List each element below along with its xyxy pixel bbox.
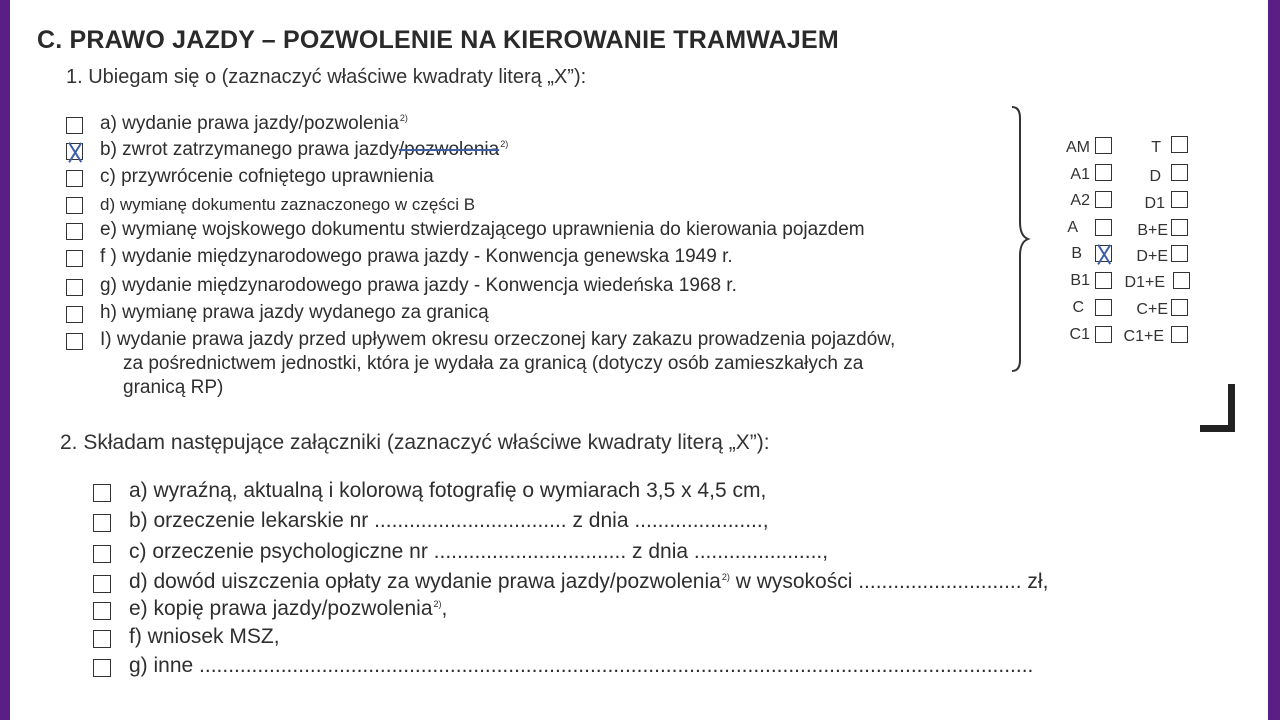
checkbox-category-de[interactable] — [1171, 245, 1188, 262]
category-label-b1: B1 — [1070, 272, 1090, 289]
section-title: C. PRAWO JAZDY – POZWOLENIE NA KIEROWANIE TRAMWAJEM — [37, 26, 839, 54]
q2-item-b: b) orzeczenie lekarskie nr ................................. z dnia ......................, — [129, 509, 769, 532]
checkbox-q1-a[interactable] — [66, 117, 83, 134]
checkbox-category-t[interactable] — [1171, 136, 1188, 153]
checkbox-q2-e[interactable] — [93, 602, 111, 620]
category-label-c: C — [1072, 299, 1084, 316]
checkbox-category-c1[interactable] — [1095, 326, 1112, 343]
q2-item-c: c) orzeczenie psychologiczne nr ................................. z dnia ......................, — [129, 540, 829, 563]
q1-item-d: d) wymianę dokumentu zaznaczonego w części B — [100, 195, 476, 214]
category-label-a2: A2 — [1070, 192, 1090, 209]
checkbox-q2-c[interactable] — [93, 545, 111, 563]
checkbox-q2-g[interactable] — [93, 659, 111, 677]
checkbox-q1-e[interactable] — [66, 223, 83, 240]
q1-item-b: b) zwrot zatrzymanego prawa jazdy/pozwolenia$^{2)}$ — [100, 139, 509, 160]
checkbox-q1-g[interactable] — [66, 279, 83, 296]
category-label-a: A — [1067, 219, 1078, 236]
checkbox-category-ce[interactable] — [1171, 299, 1188, 316]
checkbox-q2-b[interactable] — [93, 514, 111, 532]
q1-item-g: g) wydanie międzynarodowego prawa jazdy - Konwencja wiedeńska 1968 r. — [100, 275, 737, 296]
q2-item-d: d) dowód uiszczenia opłaty za wydanie prawa jazdy/pozwolenia$^{2)}$ w wysokości ............................ zł, — [129, 570, 1049, 593]
checkbox-q2-a[interactable] — [93, 484, 111, 502]
q1-item-i-line2: za pośrednictwem jednostki, która je wydała za granicą (dotyczy osób zamieszkałych za — [123, 353, 864, 374]
checkbox-q1-i[interactable] — [66, 333, 83, 350]
category-label-a1: A1 — [1070, 166, 1090, 183]
form-page — [10, 0, 1268, 720]
checkbox-q2-d[interactable] — [93, 575, 111, 593]
question-2-label: 2. Składam następujące załączniki (zaznaczyć właściwe kwadraty literą „X”): — [60, 431, 770, 454]
curly-brace — [1008, 104, 1032, 374]
q1-item-h: h) wymianę prawa jazdy wydanego za granicą — [100, 302, 489, 323]
checkbox-category-d1e[interactable] — [1173, 272, 1190, 289]
category-label-c1: C1 — [1069, 326, 1090, 343]
checkbox-q1-h[interactable] — [66, 306, 83, 323]
q2-item-g: g) inne ............................................................................................................................................... — [129, 654, 1034, 677]
category-label-d1: D1 — [1144, 195, 1165, 212]
q1-item-i: I) wydanie prawa jazdy przed upływem okresu orzeczonej kary zakazu prowadzenia pojazdów, — [100, 329, 896, 350]
category-label-d1e: D1+E — [1124, 274, 1165, 291]
checkbox-category-be[interactable] — [1171, 219, 1188, 236]
category-label-be: B+E — [1137, 222, 1168, 239]
checkbox-q1-d[interactable] — [66, 197, 83, 214]
q1-item-i-line3: granicą RP) — [123, 377, 224, 398]
category-label-b: B — [1071, 245, 1082, 262]
q2-item-a: a) wyraźną, aktualną i kolorową fotografię o wymiarach 3,5 x 4,5 cm, — [129, 479, 767, 502]
checkbox-q1-c[interactable] — [66, 170, 83, 187]
checkbox-category-d1[interactable] — [1171, 191, 1188, 208]
checkbox-category-c1e[interactable] — [1171, 326, 1188, 343]
checkbox-q2-f[interactable] — [93, 630, 111, 648]
corner-mark-horizontal — [1200, 425, 1235, 432]
q1-item-e: e) wymianę wojskowego dokumentu stwierdzającego uprawnienia do kierowania pojazdem — [100, 219, 865, 240]
checkbox-category-d[interactable] — [1171, 164, 1188, 181]
checkbox-category-b1[interactable] — [1095, 272, 1112, 289]
category-label-am: AM — [1066, 139, 1090, 156]
checkbox-category-b[interactable] — [1095, 245, 1112, 262]
category-label-ce: C+E — [1136, 301, 1168, 318]
category-label-t: T — [1151, 139, 1161, 156]
category-label-de: D+E — [1136, 248, 1168, 265]
checkbox-category-am[interactable] — [1095, 137, 1112, 154]
category-label-d: D — [1149, 168, 1161, 185]
q1-item-f: f ) wydanie międzynarodowego prawa jazdy - Konwencja genewska 1949 r. — [100, 246, 733, 267]
q2-item-e: e) kopię prawa jazdy/pozwolenia$^{2)}$, — [129, 597, 448, 620]
checkbox-category-a2[interactable] — [1095, 191, 1112, 208]
question-1-label: 1. Ubiegam się o (zaznaczyć właściwe kwadraty literą „X”): — [66, 66, 587, 88]
checkbox-category-c[interactable] — [1095, 299, 1112, 316]
category-label-c1e: C1+E — [1123, 328, 1164, 345]
q1-item-c: c) przywrócenie cofniętego uprawnienia — [100, 166, 434, 187]
q2-item-f: f) wniosek MSZ, — [129, 625, 280, 648]
checkbox-q1-b[interactable] — [66, 143, 83, 160]
checkbox-category-a[interactable] — [1095, 219, 1112, 236]
checkbox-q1-f[interactable] — [66, 250, 83, 267]
q1-item-a: a) wydanie prawa jazdy/pozwolenia$^{2)}$ — [100, 113, 408, 134]
checkbox-category-a1[interactable] — [1095, 164, 1112, 181]
